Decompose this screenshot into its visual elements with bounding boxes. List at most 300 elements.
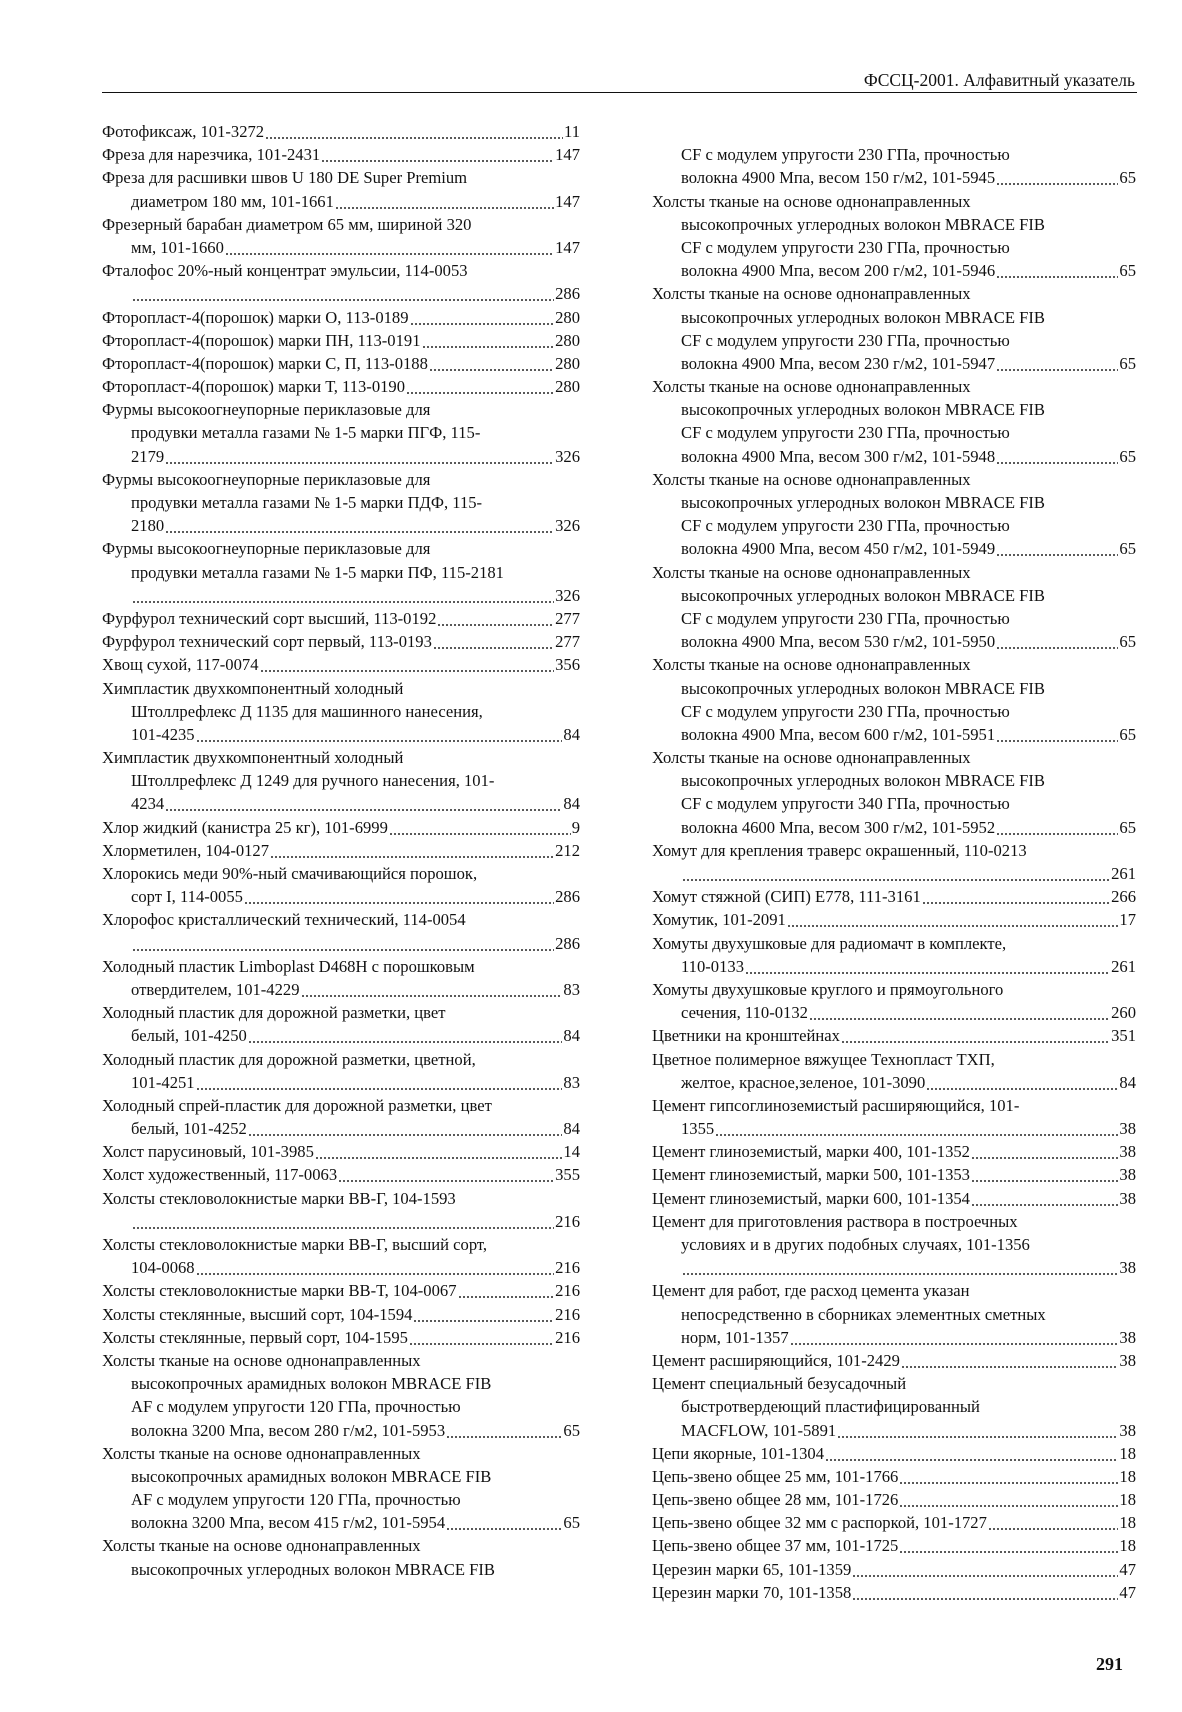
entry-text: Цветники на кронштейнах <box>652 1026 840 1046</box>
index-entry <box>102 398 580 468</box>
dot-leader <box>926 1071 1118 1094</box>
entry-text: CF с модулем упругости 340 ГПа, прочностью <box>681 794 1010 814</box>
index-entry <box>652 120 1136 190</box>
index-entry <box>102 653 580 676</box>
entry-line <box>102 514 580 537</box>
entry-line <box>102 1117 580 1140</box>
entry-text: Холодный спрей-пластик для дорожной разметки, цвет <box>102 1095 492 1115</box>
index-entry <box>652 1534 1136 1557</box>
entry-page-ref: 260 <box>1111 1003 1136 1023</box>
entry-line <box>102 816 580 839</box>
dot-leader <box>270 839 554 862</box>
index-column-right <box>652 120 1136 1604</box>
entry-text: волокна 4900 Мпа, весом 230 г/м2, 101-5947 <box>681 353 996 373</box>
dot-leader <box>899 1534 1118 1557</box>
entry-text: Хомуты двухушковые круглого и прямоугольного <box>652 979 1004 999</box>
entry-text: Хомутик, 101-2091 <box>652 910 786 930</box>
entry-line <box>102 1210 580 1233</box>
index-entry <box>652 1048 1136 1094</box>
index-entry <box>102 1187 580 1233</box>
entry-line <box>102 236 580 259</box>
entry-text: волокна 3200 Мпа, весом 415 г/м2, 101-5954 <box>131 1513 446 1533</box>
entry-page-ref: 38 <box>1119 1119 1136 1139</box>
entry-line <box>652 1187 1136 1210</box>
entry-text: Холсты стеклянные, первый сорт, 104-1595 <box>102 1327 408 1347</box>
entry-line <box>652 723 1136 746</box>
entry-text: волокна 4900 Мпа, весом 600 г/м2, 101-5951 <box>681 724 996 744</box>
entry-line <box>102 190 580 213</box>
entry-text: высокопрочных углеродных волокон MBRACE FIB <box>681 678 1045 698</box>
dot-leader <box>437 607 554 630</box>
entry-line <box>102 259 580 282</box>
index-entry <box>652 839 1136 885</box>
entry-page-ref: 286 <box>555 933 580 953</box>
page-number: 291 <box>1096 1654 1123 1674</box>
entry-line <box>652 1001 1136 1024</box>
entry-text: 110-0133 <box>681 956 744 976</box>
dot-leader <box>321 143 554 166</box>
entry-text: Фталофос 20%-ный концентрат эмульсии, 114-0053 <box>102 261 468 281</box>
entry-line <box>652 584 1136 607</box>
dot-leader <box>165 514 554 537</box>
dot-leader <box>196 1256 555 1279</box>
entry-page-ref: 65 <box>563 1513 580 1533</box>
entry-text: белый, 101-4250 <box>131 1026 247 1046</box>
entry-page-ref: 65 <box>563 1420 580 1440</box>
entry-line <box>652 1163 1136 1186</box>
entry-page-ref: 280 <box>555 307 580 327</box>
entry-line <box>652 1395 1136 1418</box>
entry-line <box>102 120 580 143</box>
entry-line <box>102 1279 580 1302</box>
entry-text: сечения, 110-0132 <box>681 1003 808 1023</box>
entry-line <box>652 306 1136 329</box>
entry-line <box>102 1465 580 1488</box>
index-entry <box>102 306 580 329</box>
entry-page-ref: 38 <box>1119 1142 1136 1162</box>
entry-line <box>102 561 580 584</box>
entry-line <box>652 1233 1136 1256</box>
index-entry <box>652 653 1136 746</box>
entry-text: волокна 3200 Мпа, весом 280 г/м2, 101-5953 <box>131 1420 446 1440</box>
entry-line <box>652 120 1136 143</box>
entry-text: 101-4235 <box>131 724 195 744</box>
entry-page-ref: 216 <box>555 1304 580 1324</box>
entry-line <box>102 213 580 236</box>
dot-leader <box>409 1326 554 1349</box>
entry-line <box>102 1534 580 1557</box>
entry-page-ref: 351 <box>1111 1026 1136 1046</box>
entry-page-ref: 18 <box>1119 1490 1136 1510</box>
entry-line <box>652 259 1136 282</box>
entry-text: непосредственно в сборниках элементных сметных <box>681 1304 1046 1324</box>
entry-text: Холсты тканые на основе однонаправленных <box>652 377 971 397</box>
entry-page-ref: 65 <box>1119 168 1136 188</box>
dot-leader <box>248 1117 563 1140</box>
entry-line <box>652 1326 1136 1349</box>
entry-text: Хлорокись меди 90%-ный смачивающийся порошок, <box>102 864 478 883</box>
entry-text: мм, 101-1660 <box>131 237 224 257</box>
entry-text: Церезин марки 70, 101-1358 <box>652 1582 852 1602</box>
entry-page-ref: 280 <box>555 377 580 397</box>
entry-page-ref: 277 <box>555 608 580 628</box>
dot-leader <box>715 1117 1118 1140</box>
dot-leader <box>996 630 1118 653</box>
entry-text: Холсты стекловолокнистые марки ВВ-Т, 104-0067 <box>102 1281 457 1301</box>
entry-line <box>102 468 580 491</box>
entry-line <box>102 398 580 421</box>
index-entry <box>102 1303 580 1326</box>
entry-text: продувки металла газами № 1-5 марки ПДФ, 115- <box>131 493 483 512</box>
dot-leader <box>682 1256 1118 1279</box>
entry-page-ref: 83 <box>563 1072 580 1092</box>
index-column-left <box>102 120 580 1581</box>
entry-text: Фторопласт-4(порошок) марки О, 113-0189 <box>102 307 409 327</box>
index-entry <box>652 978 1136 1024</box>
dot-leader <box>165 445 554 468</box>
index-entry <box>652 1511 1136 1534</box>
entry-line <box>102 955 580 978</box>
entry-line <box>652 769 1136 792</box>
entry-line <box>652 166 1136 189</box>
entry-line <box>102 792 580 815</box>
entry-page-ref: 11 <box>564 122 580 141</box>
index-entry <box>102 120 580 143</box>
entry-text: высокопрочных углеродных волокон MBRACE FIB <box>681 214 1045 234</box>
entry-line <box>102 1372 580 1395</box>
entry-text: Хомуты двухушковые для радиомачт в комплекте, <box>652 933 1007 953</box>
dot-leader <box>996 352 1118 375</box>
entry-text: Фторопласт-4(порошок) марки С, П, 113-0188 <box>102 353 428 373</box>
index-entry <box>652 908 1136 931</box>
entry-line <box>652 1117 1136 1140</box>
entry-line <box>652 746 1136 769</box>
entry-text: Фурфурол технический сорт первый, 113-0193 <box>102 632 432 652</box>
entry-line <box>652 1071 1136 1094</box>
entry-text: Хомут стяжной (СИП) Е778, 111-3161 <box>652 887 921 907</box>
dot-leader <box>422 329 555 352</box>
entry-text: Холсты тканые на основе однонаправленных <box>652 748 971 768</box>
entry-line <box>102 375 580 398</box>
index-entry <box>652 190 1136 283</box>
entry-line <box>102 1024 580 1047</box>
index-entry <box>652 746 1136 839</box>
index-entry <box>102 1326 580 1349</box>
index-entry <box>102 1279 580 1302</box>
index-entry <box>102 816 580 839</box>
entry-text: Холсты тканые на основе однонаправленных <box>102 1350 421 1370</box>
index-entry <box>102 1001 580 1047</box>
entry-text: Холсты тканые на основе однонаправленных <box>652 562 971 582</box>
entry-page-ref: 277 <box>555 632 580 652</box>
entry-page-ref: 38 <box>1119 1188 1136 1208</box>
entry-text: Цемент глиноземистый, марки 400, 101-1352 <box>652 1142 970 1162</box>
dot-leader <box>225 236 554 259</box>
entry-text: CF с модулем упругости 230 ГПа, прочностью <box>681 423 1010 443</box>
dot-leader <box>446 1511 562 1534</box>
index-entry <box>652 375 1136 468</box>
entry-page-ref: 280 <box>555 353 580 373</box>
entry-line <box>102 607 580 630</box>
entry-page-ref: 266 <box>1111 887 1136 907</box>
entry-page-ref: 38 <box>1119 1420 1136 1440</box>
index-entry <box>102 329 580 352</box>
entry-text: 2180 <box>131 516 165 536</box>
dot-leader <box>389 816 571 839</box>
dot-leader <box>196 723 563 746</box>
entry-text: 104-0068 <box>131 1258 195 1278</box>
entry-page-ref: 286 <box>555 887 580 907</box>
entry-line <box>652 1140 1136 1163</box>
dot-leader <box>248 1024 563 1047</box>
entry-text: 1355 <box>681 1119 715 1139</box>
entry-text: Фреза для расшивки швов U 180 DE Super Premium <box>102 168 468 188</box>
entry-line <box>652 630 1136 653</box>
dot-leader <box>988 1511 1119 1534</box>
entry-line <box>102 491 580 514</box>
entry-line <box>102 908 580 931</box>
entry-line <box>102 1048 580 1071</box>
entry-page-ref: 47 <box>1119 1559 1136 1579</box>
entry-text: продувки металла газами № 1-5 марки ПГФ, 115- <box>131 423 481 443</box>
entry-line <box>652 282 1136 305</box>
index-entry <box>652 932 1136 978</box>
entry-line <box>652 1279 1136 1302</box>
entry-line <box>652 1442 1136 1465</box>
index-entry <box>102 375 580 398</box>
index-entry <box>652 1163 1136 1186</box>
dot-leader <box>996 816 1118 839</box>
entry-line <box>652 1465 1136 1488</box>
entry-text: 101-4251 <box>131 1072 195 1092</box>
dot-leader <box>406 375 554 398</box>
entry-text: 4234 <box>131 794 165 814</box>
entry-page-ref: 14 <box>563 1142 580 1162</box>
entry-page-ref: 65 <box>1119 446 1136 466</box>
entry-page-ref: 18 <box>1119 1536 1136 1556</box>
dot-leader <box>996 166 1118 189</box>
entry-line <box>102 1233 580 1256</box>
dot-leader <box>971 1187 1118 1210</box>
entry-text: волокна 4900 Мпа, весом 200 г/м2, 101-5946 <box>681 261 996 281</box>
index-entry <box>652 1349 1136 1372</box>
entry-line <box>102 1558 580 1581</box>
entry-text: Хлор жидкий (канистра 25 кг), 101-6999 <box>102 817 388 837</box>
index-entry <box>102 1140 580 1163</box>
index-entry <box>102 1163 580 1186</box>
entry-line <box>102 630 580 653</box>
entry-text: высокопрочных углеродных волокон MBRACE FIB <box>681 400 1045 420</box>
index-entry <box>102 839 580 862</box>
entry-text: Химпластик двухкомпонентный холодный <box>102 748 404 768</box>
index-entry <box>652 1558 1136 1581</box>
entry-line <box>102 653 580 676</box>
dot-leader <box>996 259 1118 282</box>
entry-page-ref: 147 <box>555 145 580 165</box>
entry-text: Холсты тканые на основе однонаправленных <box>652 469 971 489</box>
entry-line <box>652 1511 1136 1534</box>
entry-line <box>102 1442 580 1465</box>
entry-text: Холодный пластик Limboplast D468H с порошковым <box>102 956 475 976</box>
dot-leader <box>852 1558 1118 1581</box>
entry-text: Холсты стекловолокнистые марки ВВ-Г, 104-1593 <box>102 1188 456 1208</box>
entry-line <box>652 816 1136 839</box>
entry-line <box>652 445 1136 468</box>
index-entry <box>652 1372 1136 1442</box>
entry-text: Холст парусиновый, 101-3985 <box>102 1142 314 1162</box>
index-entry <box>652 1465 1136 1488</box>
entry-page-ref: 18 <box>1119 1513 1136 1533</box>
entry-line <box>102 306 580 329</box>
entry-text: Хлорметилен, 104-0127 <box>102 840 270 860</box>
entry-text: волокна 4900 Мпа, весом 530 г/м2, 101-5950 <box>681 632 996 652</box>
dot-leader <box>260 653 555 676</box>
entry-line <box>102 1349 580 1372</box>
dot-leader <box>852 1581 1118 1604</box>
entry-text: Хлорофос кристаллический технический, 114-0054 <box>102 910 466 930</box>
entry-page-ref: 326 <box>555 446 580 466</box>
entry-page-ref: 356 <box>555 655 580 675</box>
entry-page-ref: 280 <box>555 330 580 350</box>
header-title: ФССЦ-2001. Алфавитный указатель <box>863 70 1135 90</box>
entry-line <box>102 584 580 607</box>
dot-leader <box>682 862 1110 885</box>
entry-line <box>102 1303 580 1326</box>
entry-text: Холсты тканые на основе однонаправленных <box>102 1443 421 1463</box>
entry-text: 2179 <box>131 446 165 466</box>
dot-leader <box>196 1071 563 1094</box>
entry-text: MACFLOW, 101-5891 <box>681 1420 837 1440</box>
entry-text: Холсты тканые на основе однонаправленных <box>652 191 971 211</box>
index-entry <box>102 1233 580 1279</box>
dot-leader <box>745 955 1110 978</box>
entry-text: Холсты стеклянные, высший сорт, 104-1594 <box>102 1304 413 1324</box>
entry-text: Цемент для приготовления раствора в построечных <box>652 1211 1018 1231</box>
entry-line <box>102 746 580 769</box>
index-entry <box>102 1442 580 1535</box>
entry-page-ref: 216 <box>555 1327 580 1347</box>
entry-line <box>652 1372 1136 1395</box>
index-entry <box>652 1442 1136 1465</box>
entry-text: Фторопласт-4(порошок) марки Т, 113-0190 <box>102 377 406 397</box>
index-entry <box>102 862 580 908</box>
dot-leader <box>899 1465 1118 1488</box>
dot-leader <box>301 978 563 1001</box>
entry-line <box>652 955 1136 978</box>
index-entry <box>652 1187 1136 1210</box>
entry-text: Фреза для нарезчика, 101-2431 <box>102 145 321 165</box>
entry-page-ref: 216 <box>555 1258 580 1278</box>
entry-line <box>102 885 580 908</box>
entry-line <box>652 398 1136 421</box>
entry-text: волокна 4900 Мпа, весом 450 г/м2, 101-5949 <box>681 539 996 559</box>
entry-line <box>102 1326 580 1349</box>
entry-text: AF с модулем упругости 120 ГПа, прочностью <box>131 1490 461 1510</box>
entry-page-ref: 9 <box>571 817 580 837</box>
dot-leader <box>996 445 1118 468</box>
entry-line <box>652 190 1136 213</box>
entry-line <box>652 1558 1136 1581</box>
dot-leader <box>132 282 554 305</box>
dot-leader <box>971 1163 1118 1186</box>
entry-page-ref: 38 <box>1119 1258 1136 1278</box>
entry-page-ref: 65 <box>1119 353 1136 373</box>
entry-page-ref: 355 <box>555 1165 580 1185</box>
entry-text: высокопрочных углеродных волокон MBRACE FIB <box>681 585 1045 605</box>
index-entry <box>102 468 580 538</box>
entry-text: волокна 4900 Мпа, весом 300 г/м2, 101-5948 <box>681 446 996 466</box>
entry-page-ref: 84 <box>563 1119 580 1139</box>
entry-line <box>652 421 1136 444</box>
dot-leader <box>335 190 554 213</box>
entry-line <box>102 445 580 468</box>
index-entry <box>102 607 580 630</box>
index-entry <box>652 1024 1136 1047</box>
entry-text: Фторопласт-4(порошок) марки ПН, 113-0191 <box>102 330 421 350</box>
entry-text: условиях и в других подобных случаях, 101-1356 <box>681 1235 1030 1254</box>
entry-line <box>652 700 1136 723</box>
entry-text: волокна 4600 Мпа, весом 300 г/м2, 101-5952 <box>681 817 996 837</box>
entry-line <box>102 769 580 792</box>
dot-leader <box>996 537 1118 560</box>
index-entry <box>652 1210 1136 1280</box>
entry-line <box>102 282 580 305</box>
entry-line <box>102 1419 580 1442</box>
entry-line <box>652 908 1136 931</box>
entry-page-ref: 84 <box>563 794 580 814</box>
entry-line <box>652 375 1136 398</box>
dot-leader <box>825 1442 1118 1465</box>
entry-text: Цепь-звено общее 37 мм, 101-1725 <box>652 1536 899 1556</box>
index-entry <box>652 282 1136 375</box>
entry-text: Фрезерный барабан диаметром 65 мм, шириной 320 <box>102 214 472 234</box>
entry-page-ref: 38 <box>1119 1165 1136 1185</box>
entry-text: Штоллрефлекс Д 1249 для ручного нанесения, 101- <box>131 771 495 791</box>
index-entry <box>652 885 1136 908</box>
entry-text: Цемент расширяющийся, 101-2429 <box>652 1350 900 1370</box>
entry-page-ref: 216 <box>555 1281 580 1301</box>
entry-text: Штоллрефлекс Д 1135 для машинного нанесения, <box>131 701 483 721</box>
dot-leader <box>458 1279 555 1302</box>
entry-line <box>652 978 1136 1001</box>
entry-line <box>102 143 580 166</box>
entry-line <box>652 677 1136 700</box>
entry-text: высокопрочных углеродных волокон MBRACE FIB <box>681 493 1045 512</box>
entry-line <box>652 1419 1136 1442</box>
dot-leader <box>790 1326 1119 1349</box>
entry-text: CF с модулем упругости 230 ГПа, прочностью <box>681 237 1010 257</box>
entry-line <box>102 1256 580 1279</box>
entry-page-ref: 84 <box>563 724 580 744</box>
entry-line <box>102 166 580 189</box>
entry-text: Фурмы высокоогнеупорные периклазовые для <box>102 400 431 420</box>
entry-page-ref: 84 <box>563 1026 580 1046</box>
entry-line <box>652 862 1136 885</box>
entry-line <box>652 1210 1136 1233</box>
entry-line <box>652 1349 1136 1372</box>
entry-line <box>102 1511 580 1534</box>
entry-page-ref: 47 <box>1119 1582 1136 1602</box>
dot-leader <box>899 1488 1118 1511</box>
entry-line <box>652 1303 1136 1326</box>
entry-text: высокопрочных углеродных волокон MBRACE FIB <box>681 771 1045 791</box>
index-entry <box>102 352 580 375</box>
entry-line <box>652 1024 1136 1047</box>
dot-leader <box>338 1163 554 1186</box>
dot-leader <box>132 1210 554 1233</box>
entry-line <box>102 537 580 560</box>
index-entry <box>102 955 580 1001</box>
